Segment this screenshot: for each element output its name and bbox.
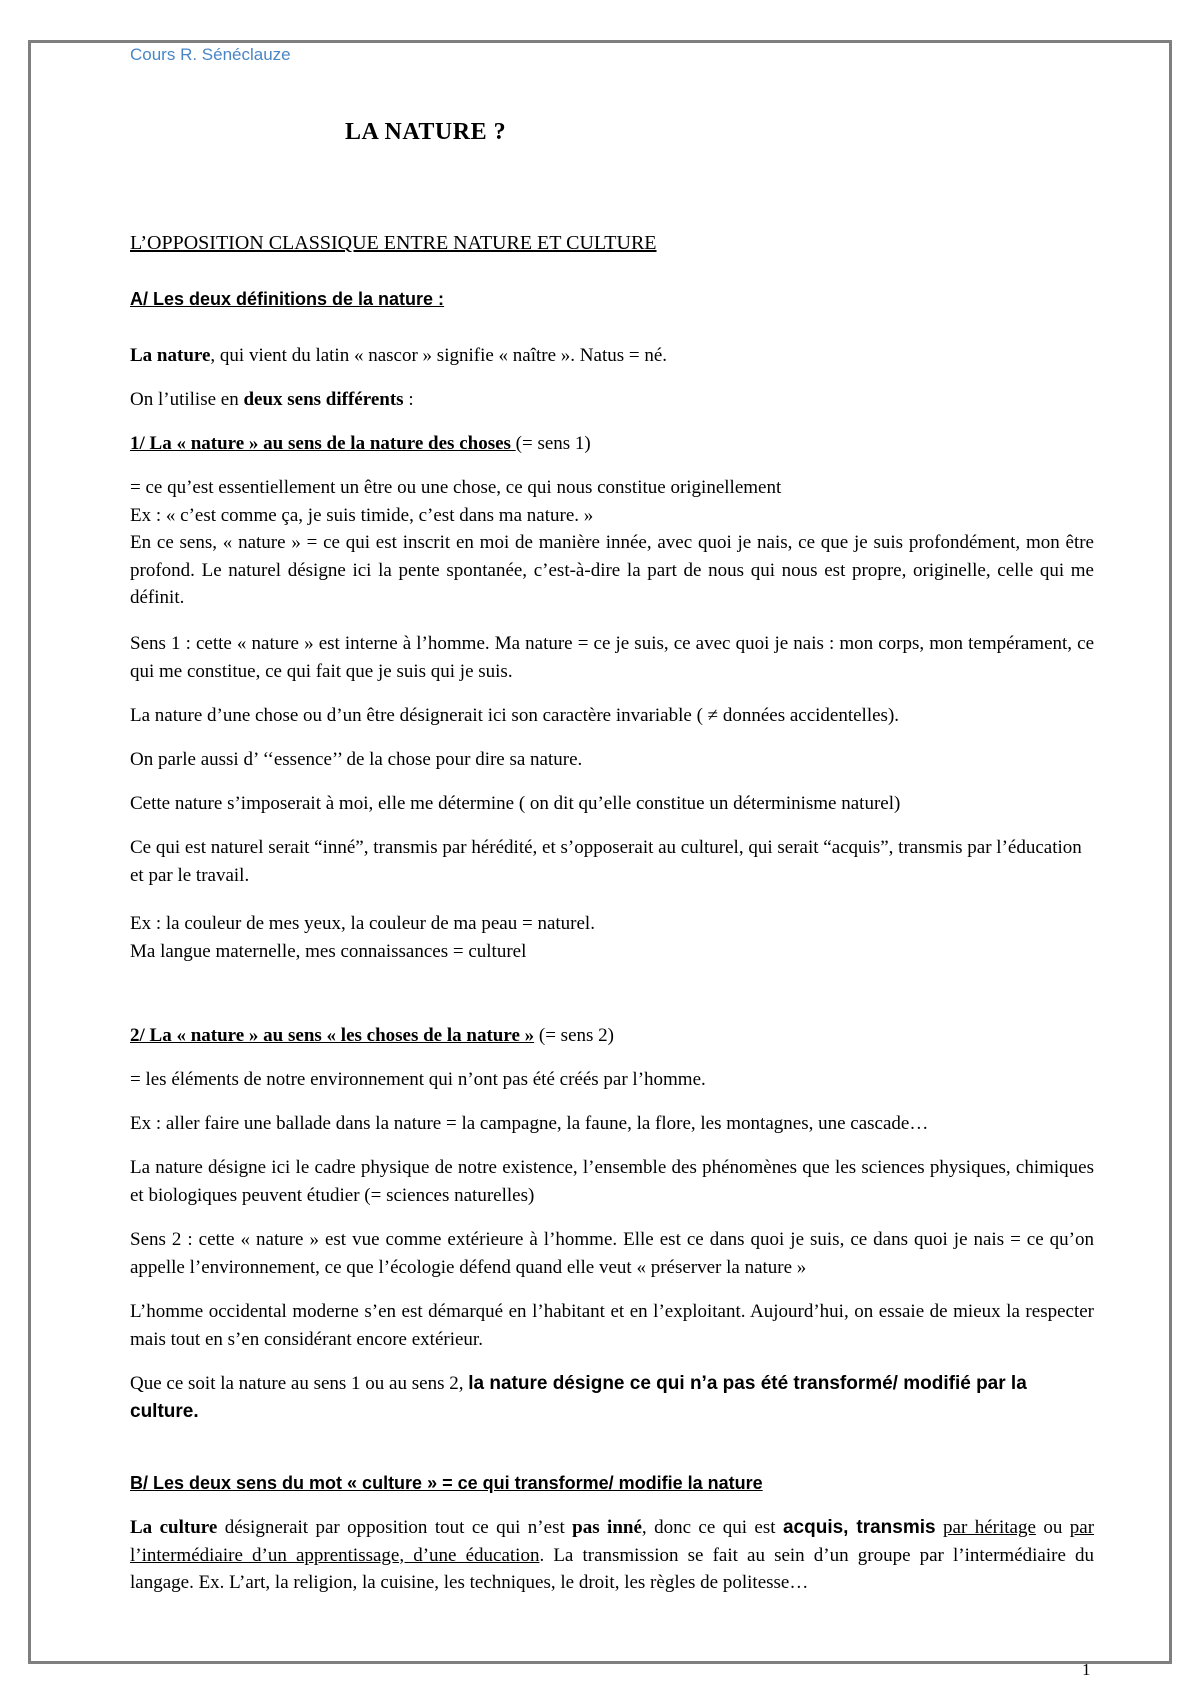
culture-text-4: ou (1035, 1517, 1070, 1538)
culture-text-5: . La transmission se fait au sein d’un groupe par l’intermédiaire du langage. Ex. L’art, la religion, la cuisine, les techniques, le droit, les règles de politesse… (130, 1544, 1094, 1593)
definition-1-line: = ce qu’est essentiellement un être ou une chose, ce qui nous constitue originellement (130, 477, 782, 498)
example-1-line-1: Ex : la couleur de mes yeux, la couleur de ma peau = naturel. (130, 913, 595, 934)
heading-a (130, 286, 1094, 314)
etymology-paragraph (130, 342, 1094, 370)
definition-1-example: Ex : « c’est comme ça, je suis timide, c’est dans ma nature. » (130, 504, 594, 526)
definition-1-block (130, 474, 1094, 612)
section-title: L’OPPOSITION CLASSIQUE ENTRE NATURE ET CULTURE (130, 232, 657, 254)
subheading-2-text: 2/ La « nature » au sens « les choses de la nature » (130, 1025, 535, 1046)
heading-b (130, 1470, 1094, 1498)
conclusion-start: Que ce soit la nature au sens 1 ou au sens 2, (130, 1373, 469, 1394)
etymology-text: , qui vient du latin « nascor » signifie « naître ». Natus = né. (210, 345, 668, 366)
page-title: LA NATURE ? (345, 119, 507, 145)
subheading-1-text: 1/ La « nature » au sens de la nature des choses (130, 433, 516, 454)
cadre-paragraph: La nature désigne ici le cadre physique de notre existence, l’ensemble des phénomènes que les sciences physiques, chimiques et biologiques peuvent étudier (= sciences naturelles) (130, 1157, 1094, 1206)
subheading-2 (130, 1022, 1094, 1050)
example-1-line-2: Ma langue maternelle, mes connaissances = culturel (130, 940, 527, 962)
two-senses-end: : (403, 389, 414, 410)
inne-paragraph: Ce qui est naturel serait “inné”, transmis par hérédité, et s’opposerait au culturel, qui serait “acquis”, transmis par l’éducation et par le travail. (130, 837, 1082, 886)
culture-paragraph (130, 1514, 1094, 1597)
definition-1-explanation: En ce sens, « nature » = ce qui est inscrit en moi de manière innée, avec quoi je nais, ce que je suis profondément, mon être profond. Le naturel désigne ici la pente spontanée, c’est-à-dire la part de nous qui nous est propre, originelle, celle qui me définit. (130, 532, 1094, 608)
culture-text-1: désignerait par opposition tout ce qui n’est (217, 1517, 573, 1538)
invariable-paragraph: La nature d’une chose ou d’un être désignerait ici son caractère invariable ( ≠ données accidentelles). (130, 705, 900, 726)
occidental-paragraph: L’homme occidental moderne s’en est démarqué en l’habitant et en l’exploitant. Aujourd’hui, on essaie de mieux la respecter mais tout en s’en considérant encore extérieur. (130, 1301, 1094, 1350)
subheading-1-suffix: (= sens 1) (515, 433, 591, 454)
running-header: Cours R. Sénéclauze (130, 45, 291, 64)
two-senses-bold: deux sens différents (243, 389, 404, 410)
conclusion-paragraph (130, 1370, 1094, 1425)
page-number: 1 (1082, 1660, 1091, 1679)
example-1-block (130, 910, 1094, 965)
definition-2: = les éléments de notre environnement qui n’ont pas été créés par l’homme. (130, 1069, 706, 1090)
conclusion-bold: la nature désigne ce qui n’a pas été transformé/ modifié par la culture. (130, 1373, 1027, 1422)
subheading-2-suffix: (= sens 2) (534, 1025, 614, 1046)
sens-1-paragraph: Sens 1 : cette « nature » est interne à l’homme. Ma nature = ce je suis, ce avec quoi je nais : mon corps, mon tempérament, ce qui me constitue, ce qui fait que je suis qui je suis. (130, 633, 1094, 682)
culture-underline-2: par l’intermédiaire d’un apprentissage, d’une éducation (130, 1517, 1095, 1566)
subheading-1 (130, 430, 1094, 458)
culture-underline-1: par héritage (943, 1517, 1036, 1538)
culture-text-3 (936, 1517, 943, 1538)
culture-bold-1: La culture (130, 1517, 218, 1538)
two-senses-paragraph (130, 386, 1094, 414)
culture-bold-3: acquis, transmis (782, 1517, 936, 1538)
culture-text-2: , donc ce qui est (641, 1517, 783, 1538)
sens-2-paragraph: Sens 2 : cette « nature » est vue comme extérieure à l’homme. Elle est ce dans quoi je suis, ce dans quoi je nais = ce qu’on appelle l’environnement, ce que l’écologie défend quand elle veut « préserver la nature » (130, 1229, 1094, 1278)
essence-paragraph: On parle aussi d’ ‘‘essence’’ de la chose pour dire sa nature. (130, 749, 583, 770)
heading-a-text: A/ Les deux définitions de la nature : (130, 289, 445, 309)
two-senses-start: On l’utilise en (130, 389, 244, 410)
heading-b-text: B/ Les deux sens du mot « culture » = ce qui transforme/ modifie la nature (130, 1473, 763, 1493)
determinisme-paragraph: Cette nature s’imposerait à moi, elle me détermine ( on dit qu’elle constitue un déterminisme naturel) (130, 793, 901, 814)
culture-bold-2: pas inné (572, 1517, 642, 1538)
example-2: Ex : aller faire une ballade dans la nature = la campagne, la faune, la flore, les montagnes, une cascade… (130, 1113, 929, 1134)
etymology-bold: La nature (130, 345, 211, 366)
